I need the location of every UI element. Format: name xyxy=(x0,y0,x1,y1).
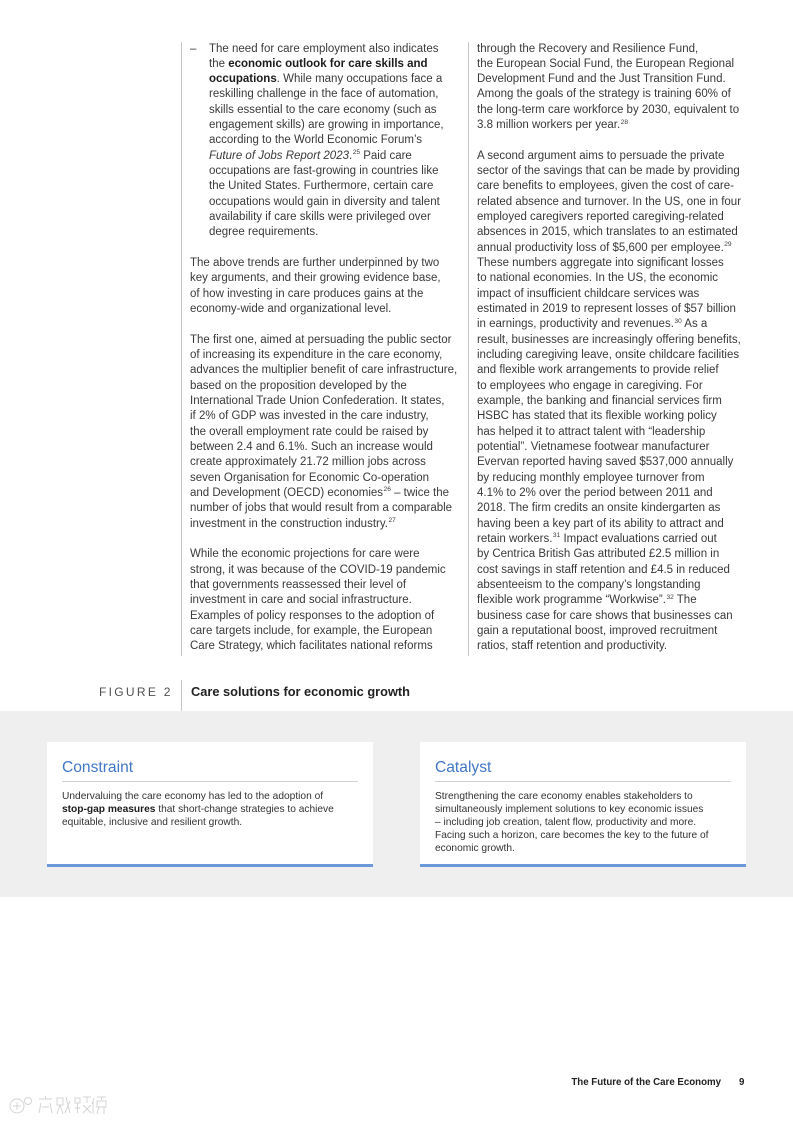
text-line xyxy=(62,803,358,816)
text-line: Evervan reported having saved $537,000 annually xyxy=(477,456,734,469)
bold-text: occupations xyxy=(209,73,277,86)
text-run: . While many occupations face a xyxy=(276,73,443,86)
text-run: flexible work programme “Workwise”. xyxy=(477,594,666,607)
figure-title: Care solutions for economic growth xyxy=(191,684,410,699)
text-run: the xyxy=(209,57,229,70)
text-run: annual productivity loss of $5,600 per employee. xyxy=(477,241,724,254)
card-divider xyxy=(435,781,731,782)
paragraph xyxy=(190,256,462,317)
text-line: example, the banking and financial services firm xyxy=(477,395,722,408)
column-rule-left xyxy=(181,42,182,656)
text-line: employed caregivers reported caregiving-related xyxy=(477,211,724,224)
text-line: investment in care and social infrastructure. xyxy=(190,594,412,607)
bold-text: stop-gap measures xyxy=(62,803,156,815)
text-line xyxy=(477,593,749,608)
card-title: Constraint xyxy=(62,759,134,776)
text-line: result, businesses are increasingly offering benefits, xyxy=(477,333,741,346)
text-line: 4.1% to 2% over the period between 2011 and xyxy=(477,487,713,500)
figure-label: FIGURE 2 xyxy=(99,685,173,699)
text-line: HSBC has stated that its flexible working policy xyxy=(477,410,717,423)
text-line: including caregiving leave, onsite childcare facilities xyxy=(477,349,740,362)
italic-text: Future of Jobs Report 2023 xyxy=(209,149,349,162)
footer-publication-title: The Future of the Care Economy xyxy=(571,1077,721,1088)
watermark-glyph xyxy=(39,1096,52,1113)
watermark-logo-dot xyxy=(25,1098,32,1105)
text-line: the overall employment rate could be raised by xyxy=(190,425,429,438)
text-line: between 2.4 and 6.1%. Such an increase would xyxy=(190,441,433,454)
text-run: 3.8 million workers per year. xyxy=(477,119,621,132)
text-line: seven Organisation for Economic Co-operation xyxy=(190,471,430,484)
text-line: absences in 2015, which translates to an estimated xyxy=(477,226,738,239)
text-line xyxy=(190,486,462,501)
footnote-ref: 27 xyxy=(388,517,396,525)
text-line: to employees who engage in caregiving. For xyxy=(477,379,703,392)
text-line: engagement skills) are growing in importance, xyxy=(209,119,444,132)
text-run: Paid care xyxy=(360,149,412,162)
text-line xyxy=(477,241,749,256)
text-line: reskilling challenge in the face of automation, xyxy=(209,88,439,101)
paragraph xyxy=(190,547,462,654)
text-line: Facing such a horizon, care becomes the key to the future of xyxy=(435,829,709,841)
text-line xyxy=(209,72,462,87)
footnote-ref: 25 xyxy=(352,149,361,157)
text-line: Undervaluing the care economy has led to the adoption of xyxy=(62,790,324,802)
text-line: Examples of policy responses to the adoption of xyxy=(190,609,435,622)
text-line: estimated in 2019 to represent losses of $57 billion xyxy=(477,303,736,316)
text-line: the long-term care workforce by 2030, equivalent to xyxy=(477,103,740,116)
text-line: potential”. Vietnamese footwear manufacturer xyxy=(477,441,710,454)
text-run: in earnings, productivity and revenues. xyxy=(477,318,674,331)
text-line xyxy=(209,57,462,72)
column-rule-right xyxy=(468,42,469,656)
footnote-ref: 28 xyxy=(620,118,629,126)
watermark xyxy=(6,1093,108,1119)
text-line: and flexible work arrangements to provide relief xyxy=(477,364,719,377)
text-line: sector of the savings that can be made by providing xyxy=(477,165,740,178)
text-run: investment in the construction industry. xyxy=(190,517,388,530)
text-line: degree requirements. xyxy=(209,226,319,239)
text-line: The first one, aimed at persuading the public sector xyxy=(190,333,452,346)
text-run: retain workers. xyxy=(477,533,553,545)
watermark-glyph xyxy=(57,1097,70,1114)
text-run: that short-change strategies to achieve xyxy=(155,803,334,815)
text-run: As a xyxy=(681,318,708,331)
paragraph xyxy=(190,333,462,532)
text-line: if 2% of GDP was invested in the care industry, xyxy=(190,410,429,423)
footnote-ref: 26 xyxy=(383,486,391,494)
text-line: based on the proposition developed by the xyxy=(190,379,407,392)
footnote-ref: 31 xyxy=(552,532,561,540)
text-run: – twice the xyxy=(390,487,450,500)
text-line: care benefits to employees, given the cost of care- xyxy=(477,180,734,193)
text-line: advances the multiplier benefit of care infrastructure, xyxy=(190,364,458,377)
text-line: of how investing in care produces gains at the xyxy=(190,287,424,300)
text-run: Impact evaluations carried out xyxy=(560,533,717,545)
bullet-dash: – xyxy=(190,42,197,55)
text-line: of increasing its expenditure in the care economy, xyxy=(190,349,443,362)
text-line xyxy=(477,532,749,547)
bullet-item xyxy=(190,42,462,241)
catalyst-card xyxy=(420,742,746,867)
text-run: The xyxy=(673,594,697,607)
text-line: International Trade Union Confederation. It states, xyxy=(190,395,445,408)
text-run: and Development (OECD) economies xyxy=(190,487,384,500)
footnote-ref: 30 xyxy=(674,317,682,325)
card-body xyxy=(62,790,358,829)
text-line: gain a reputational boost, improved recruitment xyxy=(477,624,718,637)
text-line: to national economies. In the US, the economic xyxy=(477,272,719,285)
text-line: strong, it was because of the COVID-19 pandemic xyxy=(190,563,446,576)
card-body xyxy=(435,790,731,855)
text-line: impact of insufficient childcare services was xyxy=(477,287,700,300)
text-line: equitable, inclusive and resilient growth. xyxy=(62,816,243,828)
text-line: economic growth. xyxy=(435,842,515,854)
bold-text: economic outlook for care skills and xyxy=(228,57,428,70)
text-line xyxy=(477,317,749,332)
footnote-ref: 29 xyxy=(724,241,732,249)
paragraph xyxy=(477,42,749,134)
watermark-glyph xyxy=(92,1097,106,1114)
text-line: number of jobs that would result from a comparable xyxy=(190,502,453,515)
text-line: The above trends are further underpinned by two xyxy=(190,257,440,270)
text-line: according to the World Economic Forum’s xyxy=(209,134,423,147)
text-line: key arguments, and their growing evidence base, xyxy=(190,272,441,285)
text-line: economy-wide and organizational level. xyxy=(190,303,392,316)
text-run: . xyxy=(349,149,353,162)
text-line: Strengthening the care economy enables stakeholders to xyxy=(435,790,693,802)
text-line: that governments reassessed their level of xyxy=(190,578,407,591)
text-line xyxy=(477,118,749,133)
figure-caption-rule xyxy=(181,680,182,711)
text-line: by Centrica British Gas attributed £2.5 million in xyxy=(477,548,720,561)
figure-panel xyxy=(0,711,793,897)
text-line xyxy=(209,149,462,164)
constraint-card xyxy=(47,742,373,867)
text-line: has helped it to attract talent with “leadership xyxy=(477,425,706,438)
page-number: 9 xyxy=(739,1077,745,1088)
left-text-column xyxy=(190,42,462,655)
paragraph xyxy=(477,149,749,655)
text-line: – including job creation, talent flow, productivity and more. xyxy=(435,816,697,828)
text-line: by reducing monthly employee turnover from xyxy=(477,471,705,484)
text-line: cost savings in staff retention and £4.5 in reduced xyxy=(477,563,730,576)
text-line: the European Social Fund, the European Regional xyxy=(477,57,735,70)
text-line: the United States. Furthermore, certain care xyxy=(209,180,434,193)
text-line: Among the goals of the strategy is training 60% of xyxy=(477,88,731,101)
text-line: occupations are fast-growing in countries like xyxy=(209,165,439,178)
text-line: simultaneously implement solutions to key economic issues xyxy=(435,803,704,815)
text-line: care targets include, for example, the European xyxy=(190,624,433,637)
footnote-ref: 32 xyxy=(666,593,674,601)
text-line: related absence and turnover. In the US, one in four xyxy=(477,195,742,208)
card-divider xyxy=(62,781,358,782)
text-line: availability if care skills were privileged over xyxy=(209,211,431,224)
text-line: through the Recovery and Resilience Fund, xyxy=(477,42,699,55)
right-text-column xyxy=(477,42,749,655)
text-line xyxy=(190,517,462,532)
text-line: absenteeism to the company’s longstanding xyxy=(477,578,701,591)
text-line: Development Fund and the Just Transition Fund. xyxy=(477,73,726,86)
text-line: A second argument aims to persuade the private xyxy=(477,149,725,162)
text-line: These numbers aggregate into significant losses xyxy=(477,257,724,270)
text-line: occupations would gain in diversity and talent xyxy=(209,195,440,208)
text-line: business case for care shows that businesses can xyxy=(477,609,733,622)
text-line: Care Strategy, which facilitates national reforms xyxy=(190,640,433,653)
watermark-glyph xyxy=(75,1097,91,1113)
text-line: having been a key part of its ability to attract and xyxy=(477,517,724,530)
text-line: 2018. The firm credits an onsite kindergarten as xyxy=(477,502,721,515)
text-line: ratios, staff retention and productivity. xyxy=(477,640,668,653)
text-line: While the economic projections for care were xyxy=(190,548,420,561)
text-line: skills essential to the care economy (such as xyxy=(209,103,437,116)
text-line: The need for care employment also indicates xyxy=(209,42,439,55)
text-line: create approximately 21.72 million jobs across xyxy=(190,456,426,469)
card-title: Catalyst xyxy=(435,759,492,776)
